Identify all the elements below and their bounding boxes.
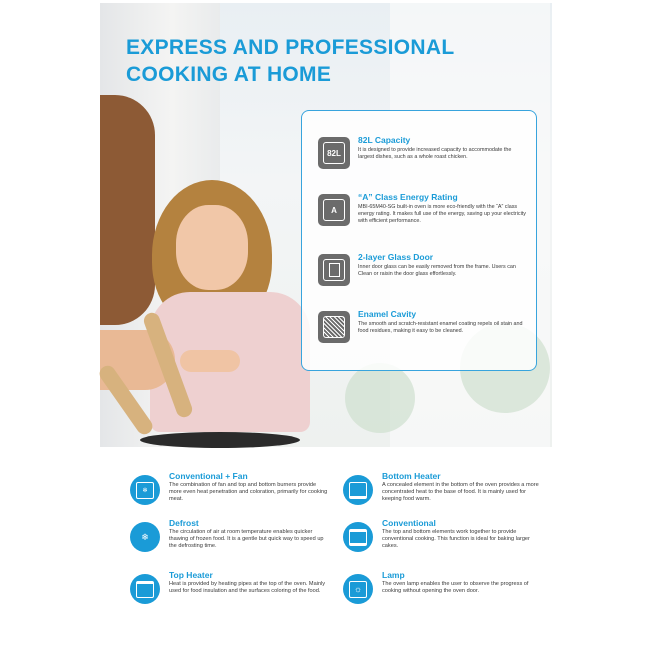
lamp-icon: ☼ — [343, 574, 373, 604]
function-description: A concealed element in the bottom of the oven provides a more concentrated heat to the base of food. It is mainly used for keeping food warm. — [382, 482, 539, 503]
feature-title: Enamel Cavity — [358, 309, 417, 319]
enamel-cavity-icon — [318, 311, 350, 343]
function-description: The circulation of air at room temperature enables quicker thawing of frozen food. It is a gentle but quick way to speed up the defrosting time. — [169, 529, 324, 550]
function-title: Defrost — [169, 518, 199, 528]
energy-rating-icon: A — [318, 194, 350, 226]
defrost-icon: ❄ — [130, 522, 160, 552]
function-description: Heat is provided by heating pipes at the top of the oven. Mainly used for food insulation and the surfaces coloring of the food. — [169, 581, 326, 595]
plant — [345, 363, 415, 433]
function-title: Bottom Heater — [382, 471, 441, 481]
feature-description: The smooth and scratch-resistant enamel coating repels oil stain and food residues, making it easy to be cleaned. — [358, 321, 523, 334]
feature-description: MBI-65M40-SG built-in oven is more eco-friendly with the “A” class energy rating. It makes full use of the energy, saving up your electricity with efficient performance. — [358, 204, 526, 224]
conventional-fan-icon: ✻ — [130, 475, 160, 505]
function-title: Top Heater — [169, 570, 213, 580]
function-title: Conventional + Fan — [169, 471, 248, 481]
girl-arm — [180, 350, 240, 372]
capacity-82l-icon: 82L — [318, 137, 350, 169]
feature-description: It is designed to provide increased capacity to accommodate the largest dishes, such as a whole roast chicken. — [358, 147, 512, 160]
bottom-heater-icon — [343, 475, 373, 505]
feature-title: 2-layer Glass Door — [358, 252, 434, 262]
function-title: Conventional — [382, 518, 436, 528]
headline-line-2: COOKING AT HOME — [126, 63, 332, 86]
frying-pan — [140, 432, 300, 448]
mother-hair — [100, 95, 155, 325]
function-description: The combination of fan and top and bottom burners provide more even heat penetration and coloration, primarily for cooking meat. — [169, 482, 328, 503]
headline — [126, 34, 526, 88]
top-heater-icon — [130, 574, 160, 604]
glass-door-icon — [318, 254, 350, 286]
conventional-icon — [343, 522, 373, 552]
function-description: The oven lamp enables the user to observe the progress of cooking without opening the oven door. — [382, 581, 529, 595]
girl-face — [176, 205, 248, 290]
feature-description: Inner door glass can be easily removed from the frame. Users can Clean or raisin the door glass effortlessly. — [358, 264, 516, 277]
feature-card — [301, 110, 537, 371]
feature-title: 82L Capacity — [358, 135, 411, 145]
headline-line-1: EXPRESS AND PROFESSIONAL — [126, 36, 455, 59]
function-title: Lamp — [382, 570, 405, 580]
feature-title: “A” Class Energy Rating — [358, 192, 458, 202]
function-description: The top and bottom elements work together to provide conventional cooking. This function is ideal for baking larger cakes. — [382, 529, 530, 550]
